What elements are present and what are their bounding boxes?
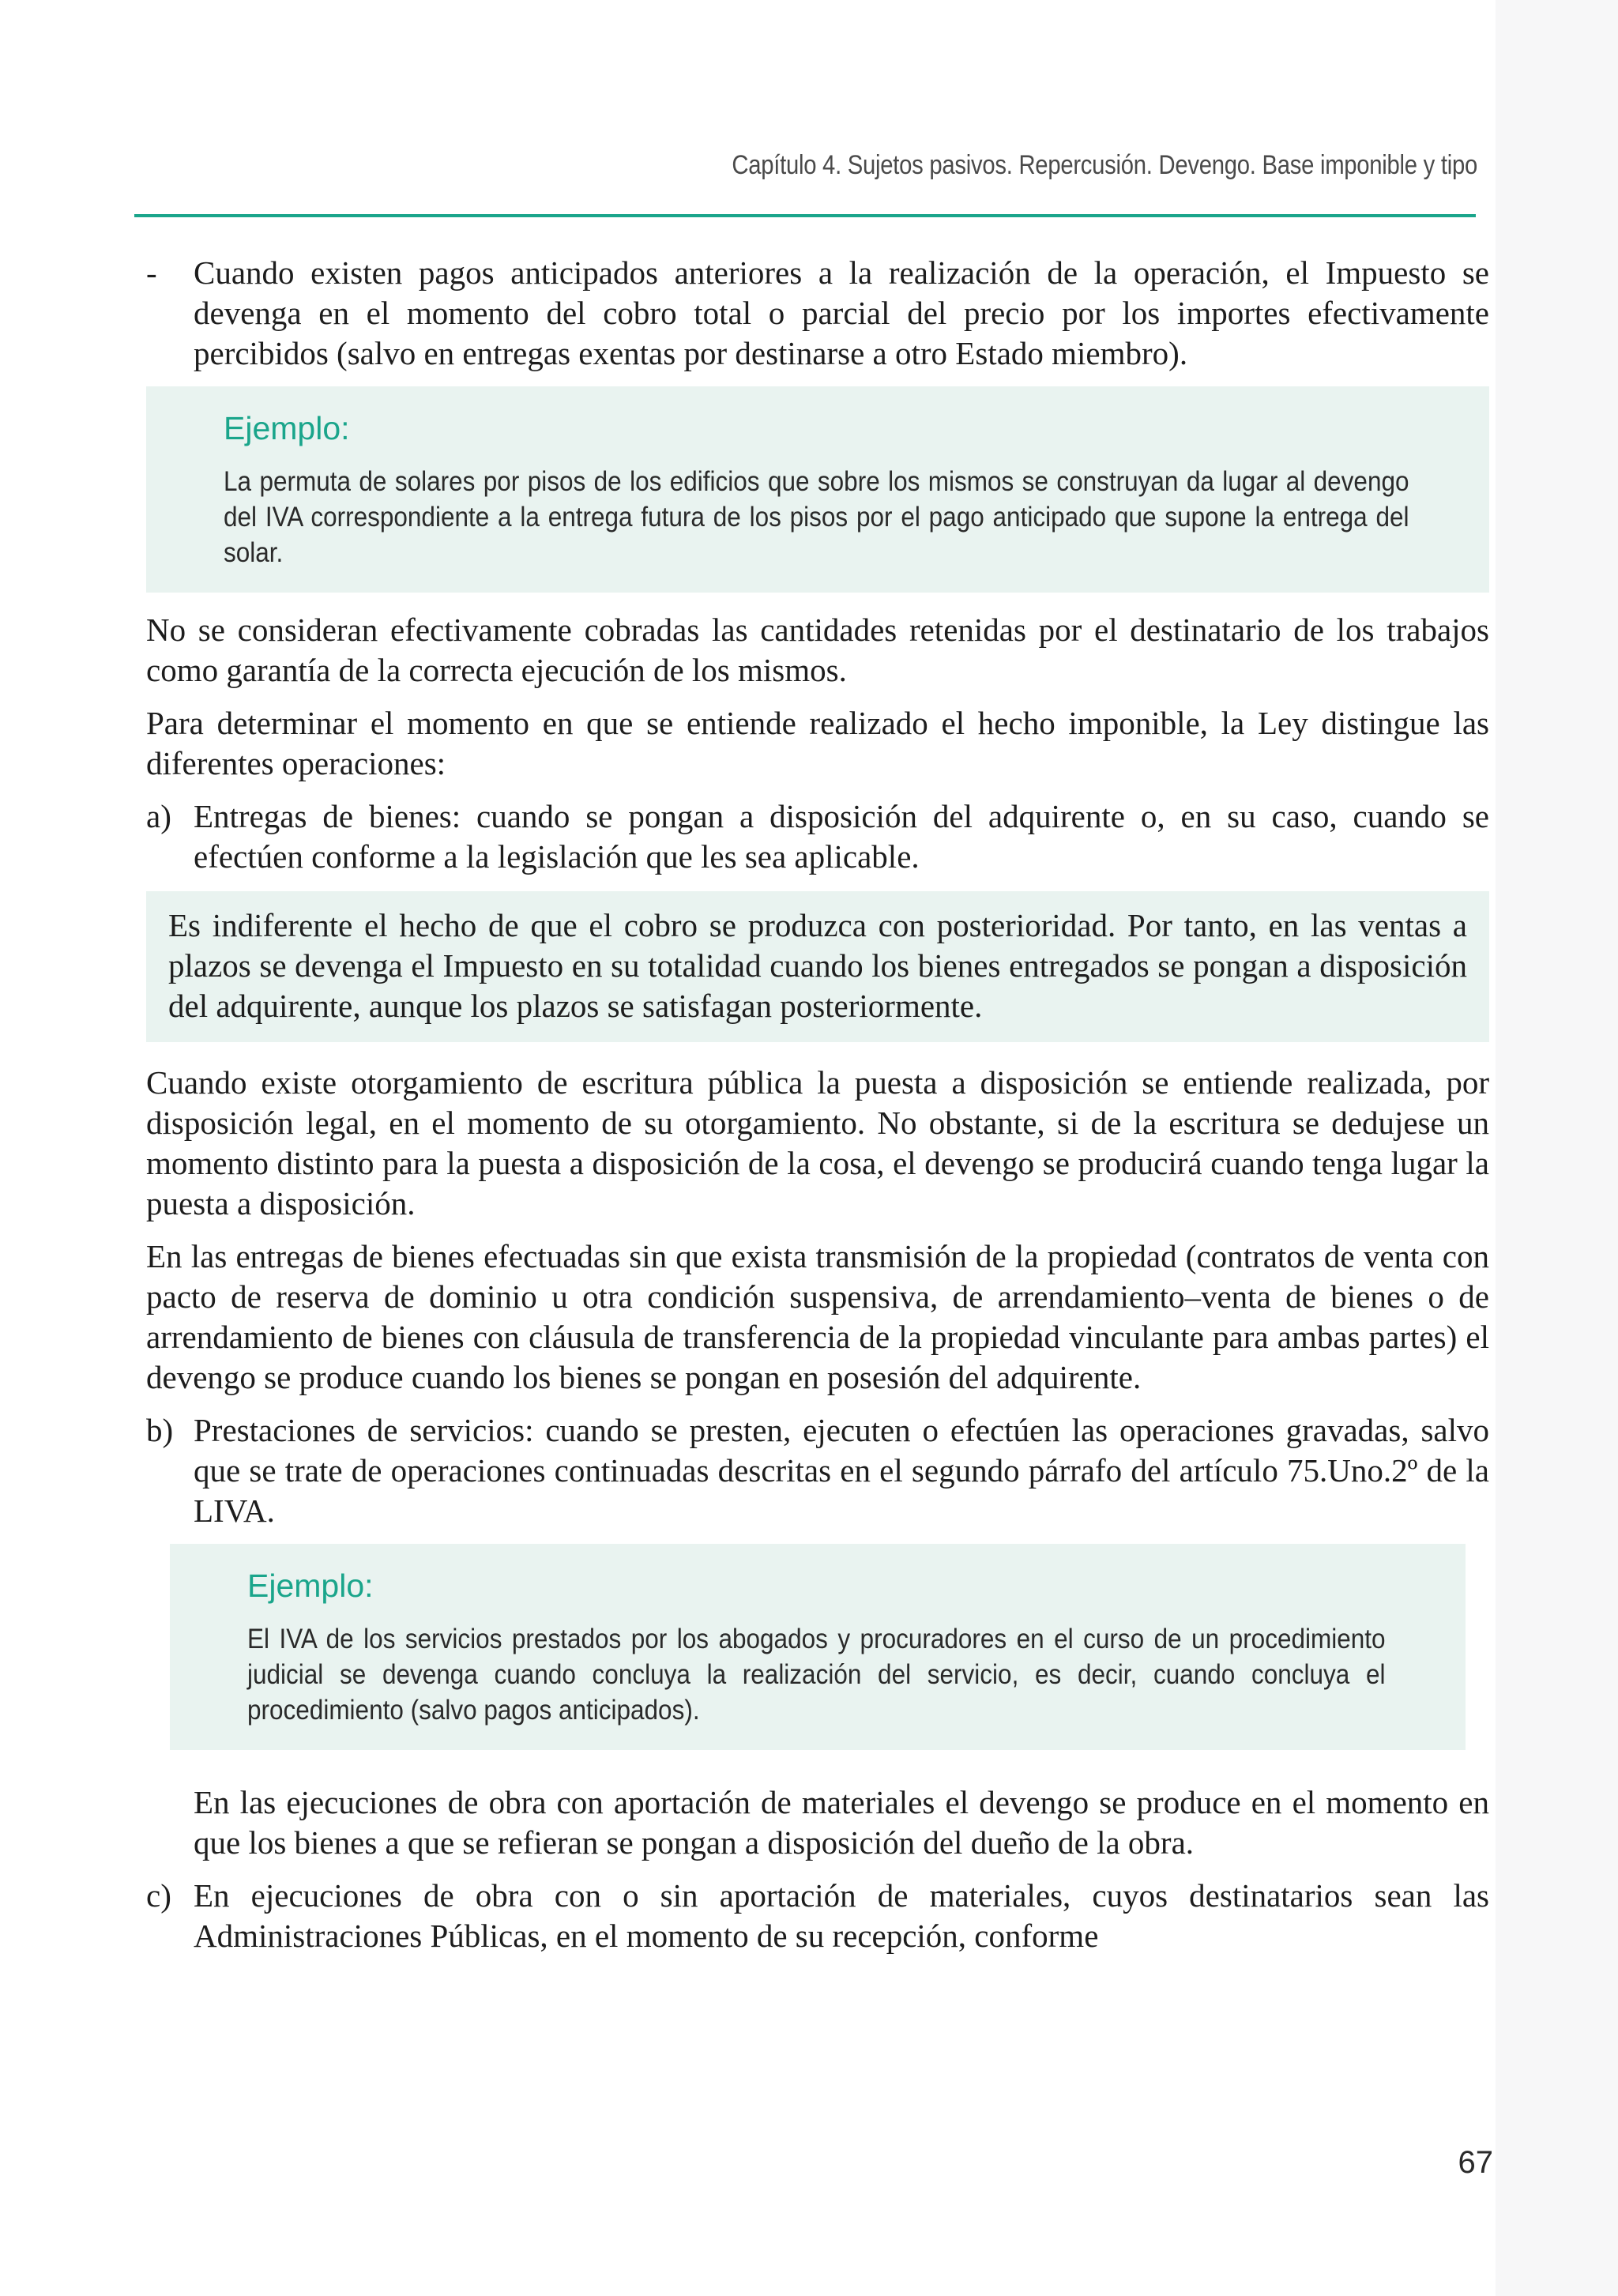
list-marker: c) xyxy=(146,1877,171,1914)
example-label: Ejemplo: xyxy=(247,1568,374,1604)
example-box-2 xyxy=(170,1544,1466,1750)
list-item-c xyxy=(146,1876,1489,1956)
note-box: Es indiferente el hecho de que el cobro se produzca con posterioridad. Por tanto, en las ventas a plazos se devenga el Impuesto en su totalidad cuando los bienes entregados se pongan a disposición del adquirente, aunque los plazos se satisfagan posteriormente. xyxy=(146,891,1489,1042)
list-item-b xyxy=(146,1410,1489,1531)
list-marker: a) xyxy=(146,798,171,834)
example-text: La permuta de solares por pisos de los edificios que sobre los mismos se construyan da lugar al devengo del IVA correspondiente a la entrega futura de los pisos por el pago anticipado que supone la entrega del solar. xyxy=(224,466,1409,568)
list-item-text: Cuando existen pagos anticipados anteriores a la realización de la operación, el Impuesto se devenga en el momento del cobro total o parcial del precio por los importes efectivamente percibidos (salvo en entregas exentas por destinarse a otro Estado miembro). xyxy=(194,254,1489,371)
list-item-text: En ejecuciones de obra con o sin aportación de materiales, cuyos destinatarios sean las Administraciones Públicas, en el momento de su recepción, conforme xyxy=(194,1877,1489,1954)
indented-paragraph: En las ejecuciones de obra con aportación de materiales el devengo se produce en el momento en que los bienes a que se refieran se pongan a disposición del dueño de la obra. xyxy=(194,1784,1489,1861)
example-box-1 xyxy=(146,386,1489,593)
paragraph: Para determinar el momento en que se entiende realizado el hecho imponible, la Ley distingue las diferentes operaciones: xyxy=(146,705,1489,781)
example-text: El IVA de los servicios prestados por los abogados y procuradores en el curso de un procedimiento judicial se devenga cuando concluya la realización del servicio, es decir, cuando concluya el procedimiento (salvo pagos anticipados). xyxy=(247,1624,1386,1726)
running-header: Capítulo 4. Sujetos pasivos. Repercusión. Devengo. Base imponible y tipo xyxy=(732,150,1477,180)
page-body xyxy=(146,253,1489,1969)
list-marker: - xyxy=(146,254,157,291)
paragraph: En las entregas de bienes efectuadas sin que exista transmisión de la propiedad (contratos de venta con pacto de reserva de dominio u otra condición suspensiva, de arrendamiento–venta de bienes o de arrendamiento de bienes con cláusula de transferencia de la propiedad vinculante para ambas partes) el devengo se produce cuando los bienes se pongan en posesión del adquirente. xyxy=(146,1238,1489,1395)
dash-list-item xyxy=(146,253,1489,374)
example-label: Ejemplo: xyxy=(224,410,350,446)
list-item-text: Prestaciones de servicios: cuando se presten, ejecuten o efectúen las operaciones gravadas, salvo que se trate de operaciones continuadas descritas en el segundo párrafo del artículo 75.Uno.2º de la LIVA. xyxy=(194,1412,1489,1529)
page-number: 67 xyxy=(1458,2145,1493,2180)
list-item-text: Entregas de bienes: cuando se pongan a disposición del adquirente o, en su caso, cuando se efectúen conforme a la legislación que les sea aplicable. xyxy=(194,798,1489,875)
list-marker: b) xyxy=(146,1412,174,1448)
paragraph: No se consideran efectivamente cobradas las cantidades retenidas por el destinatario de los trabajos como garantía de la correcta ejecución de los mismos. xyxy=(146,612,1489,688)
paragraph: Cuando existe otorgamiento de escritura pública la puesta a disposición se entiende realizada, por disposición legal, en el momento de su otorgamiento. No obstante, si de la escritura se dedujese un momento distinto para la puesta a disposición de la cosa, el devengo se producirá cuando tenga lugar la puesta a disposición. xyxy=(146,1064,1489,1221)
list-item-a xyxy=(146,796,1489,877)
header-divider xyxy=(134,214,1476,217)
